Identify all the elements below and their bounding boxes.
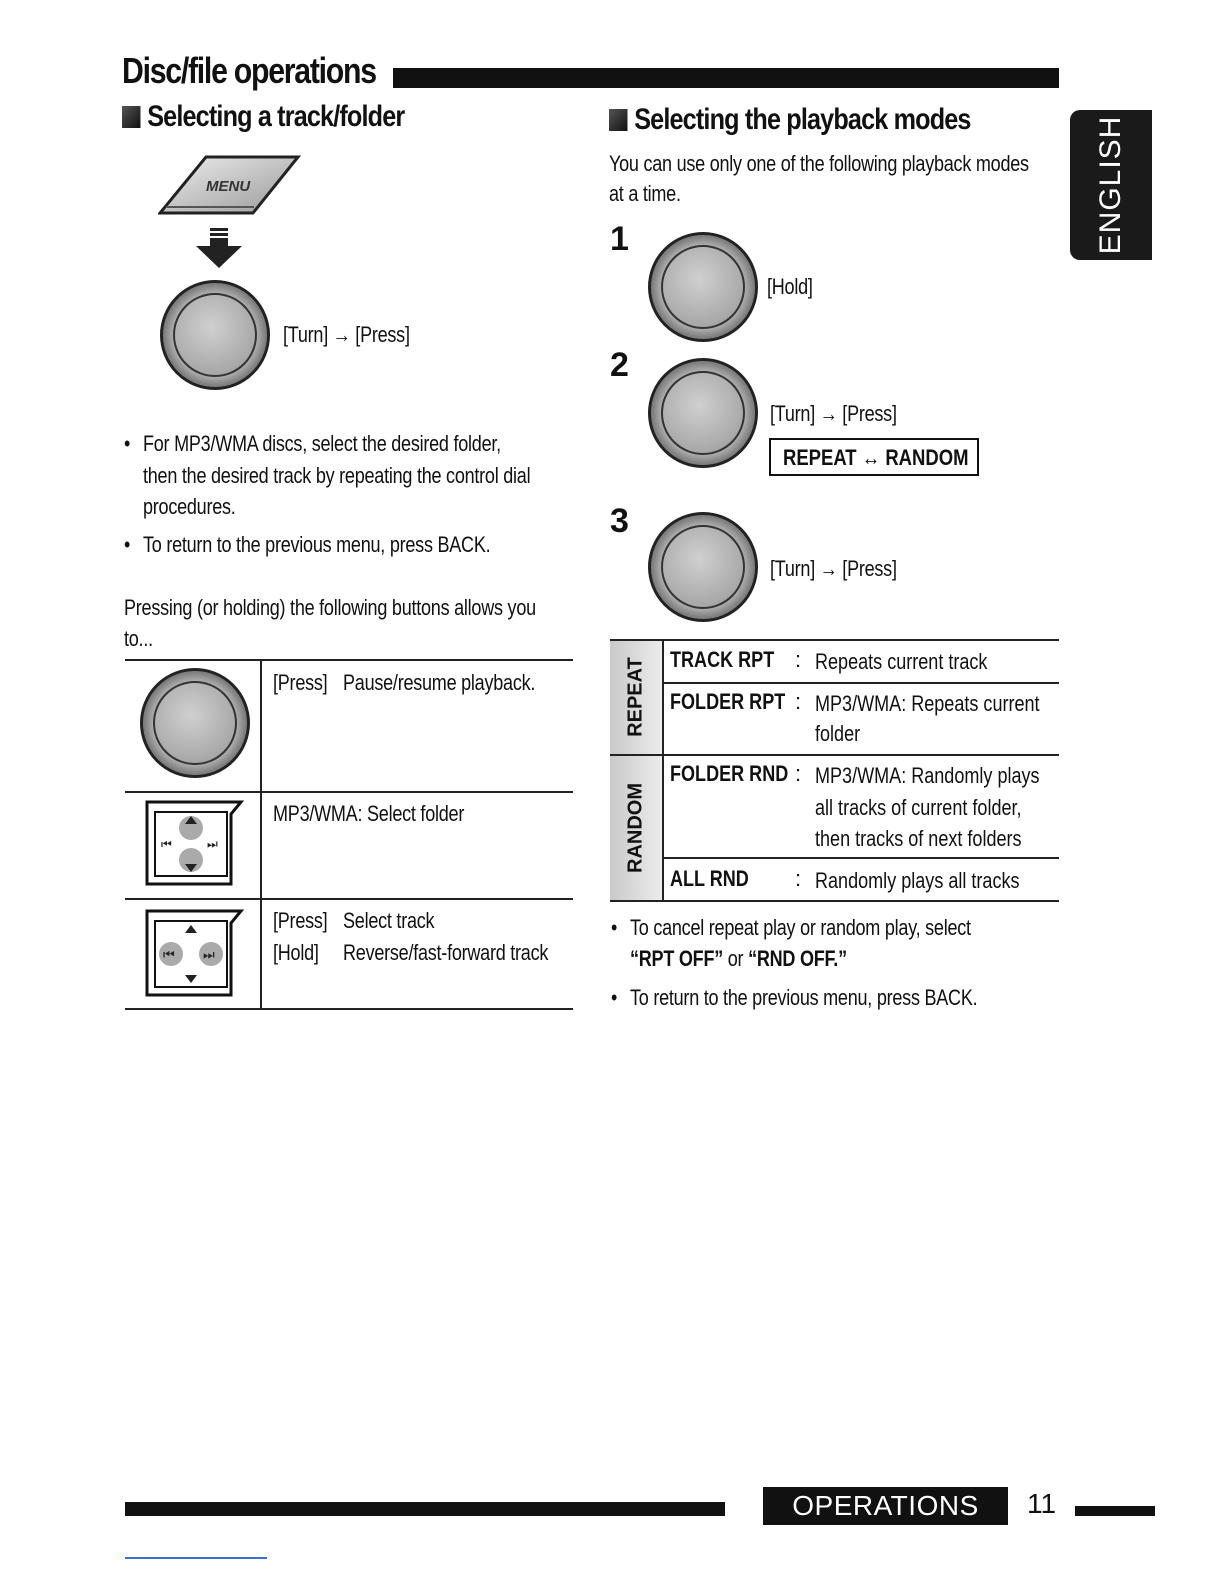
section-square-icon bbox=[609, 109, 627, 131]
down-arrow-icon bbox=[194, 228, 244, 270]
row-action: [Press] bbox=[273, 908, 328, 933]
bullet-text: To return to the previous menu, press BACK. bbox=[143, 532, 491, 557]
right-section-heading bbox=[609, 103, 971, 137]
up-down-buttons-icon bbox=[143, 800, 247, 886]
note-or: or bbox=[722, 946, 749, 971]
control-dial-icon bbox=[648, 232, 758, 342]
bullet-dot: • bbox=[611, 985, 618, 1010]
footer-rule bbox=[125, 1502, 725, 1516]
svg-text:⏮: ⏮ bbox=[163, 948, 175, 963]
bullet-dot: • bbox=[124, 532, 131, 557]
repeat-random-box bbox=[769, 438, 979, 476]
table-rule bbox=[125, 898, 573, 900]
language-tab bbox=[1070, 110, 1152, 260]
mode-colon: : bbox=[795, 866, 802, 891]
rpt-off-label: “RPT OFF” bbox=[630, 946, 723, 971]
mode-description: Randomly plays all tracks bbox=[815, 868, 1020, 893]
table-rule bbox=[662, 857, 1059, 859]
table-rule bbox=[125, 1008, 573, 1010]
table-divider bbox=[662, 639, 664, 902]
table-rule bbox=[610, 754, 1059, 756]
footer-rule bbox=[1075, 1506, 1155, 1516]
mode-key: ALL RND bbox=[670, 866, 749, 891]
control-dial-icon bbox=[648, 512, 758, 622]
rnd-off-label: “RND OFF.” bbox=[748, 946, 847, 971]
note-text bbox=[630, 943, 847, 974]
mode-description: MP3/WMA: Randomly plays bbox=[815, 763, 1040, 788]
bullet-text: For MP3/WMA discs, select the desired folder, bbox=[143, 431, 501, 456]
mode-description: MP3/WMA: Repeats current bbox=[815, 691, 1040, 716]
menu-label: MENU bbox=[206, 178, 251, 195]
control-dial-icon bbox=[140, 668, 250, 778]
table-rule bbox=[125, 659, 573, 661]
modes-intro: at a time. bbox=[609, 181, 681, 206]
table-divider bbox=[260, 659, 262, 1010]
row-action: [Press] bbox=[273, 670, 328, 695]
mode-description: all tracks of current folder, bbox=[815, 795, 1022, 820]
mode-description: Repeats current track bbox=[815, 649, 988, 674]
note-text: To return to the previous menu, press BACK. bbox=[630, 985, 978, 1010]
step-number: 3 bbox=[610, 502, 629, 540]
mode-colon: : bbox=[795, 761, 802, 786]
note-text: To cancel repeat play or random play, select bbox=[630, 915, 971, 940]
footer-section-label bbox=[763, 1487, 1008, 1525]
random-group bbox=[610, 756, 662, 900]
mode-colon: : bbox=[795, 689, 802, 714]
mode-key: TRACK RPT bbox=[670, 647, 775, 672]
footer-section-text: OPERATIONS bbox=[792, 1490, 979, 1521]
mode-colon: : bbox=[795, 647, 802, 672]
section-square-icon bbox=[122, 106, 140, 128]
row-description: MP3/WMA: Select folder bbox=[273, 801, 465, 826]
left-section-heading-text: Selecting a track/folder bbox=[147, 100, 405, 133]
dial-caption: [Turn] → [Press] bbox=[283, 322, 410, 347]
mode-key: FOLDER RND bbox=[670, 761, 789, 786]
step-number: 2 bbox=[610, 346, 629, 384]
bullet-dot: • bbox=[124, 431, 131, 456]
language-tab-label: ENGLISH bbox=[1094, 115, 1127, 255]
step-caption: [Hold] bbox=[767, 274, 813, 299]
row-description: Pause/resume playback. bbox=[343, 670, 536, 695]
table-rule bbox=[610, 639, 1059, 641]
footer-link-line bbox=[125, 1557, 267, 1559]
mode-description: folder bbox=[815, 721, 861, 746]
modes-intro: You can use only one of the following playback modes bbox=[609, 151, 1029, 176]
page-number: 11 bbox=[1027, 1488, 1057, 1519]
menu-button-icon bbox=[158, 155, 303, 220]
svg-text:⏭: ⏭ bbox=[203, 948, 215, 963]
page-title: Disc/file operations bbox=[122, 50, 376, 91]
control-dial-icon bbox=[648, 358, 758, 468]
mode-key: FOLDER RPT bbox=[670, 689, 786, 714]
left-right-buttons-icon bbox=[143, 909, 247, 997]
repeat-group bbox=[610, 640, 662, 754]
svg-text:⏭: ⏭ bbox=[207, 837, 218, 851]
table-rule bbox=[610, 900, 1059, 902]
bullet-dot: • bbox=[611, 915, 618, 940]
step-number: 1 bbox=[610, 220, 629, 258]
title-rule bbox=[393, 68, 1059, 88]
random-group-label: RANDOM bbox=[624, 783, 647, 873]
right-section-heading-text: Selecting the playback modes bbox=[634, 103, 971, 136]
buttons-intro: to... bbox=[124, 626, 153, 651]
table-rule bbox=[662, 682, 1059, 684]
step-caption: [Turn] → [Press] bbox=[770, 401, 897, 426]
mode-description: then tracks of next folders bbox=[815, 826, 1022, 851]
row-description: Select track bbox=[343, 908, 435, 933]
svg-text:⏮: ⏮ bbox=[161, 837, 172, 851]
row-action: [Hold] bbox=[273, 940, 319, 965]
bullet-text: procedures. bbox=[143, 494, 236, 519]
table-rule bbox=[125, 791, 573, 793]
left-section-heading bbox=[122, 100, 404, 134]
step-caption: [Turn] → [Press] bbox=[770, 556, 897, 581]
row-description: Reverse/fast-forward track bbox=[343, 940, 549, 965]
control-dial-icon bbox=[160, 280, 270, 390]
buttons-intro: Pressing (or holding) the following buttons allows you bbox=[124, 595, 536, 620]
repeat-random-label: REPEAT ↔ RANDOM bbox=[783, 445, 969, 470]
repeat-group-label: REPEAT bbox=[624, 657, 647, 737]
bullet-text: then the desired track by repeating the control dial bbox=[143, 463, 531, 488]
